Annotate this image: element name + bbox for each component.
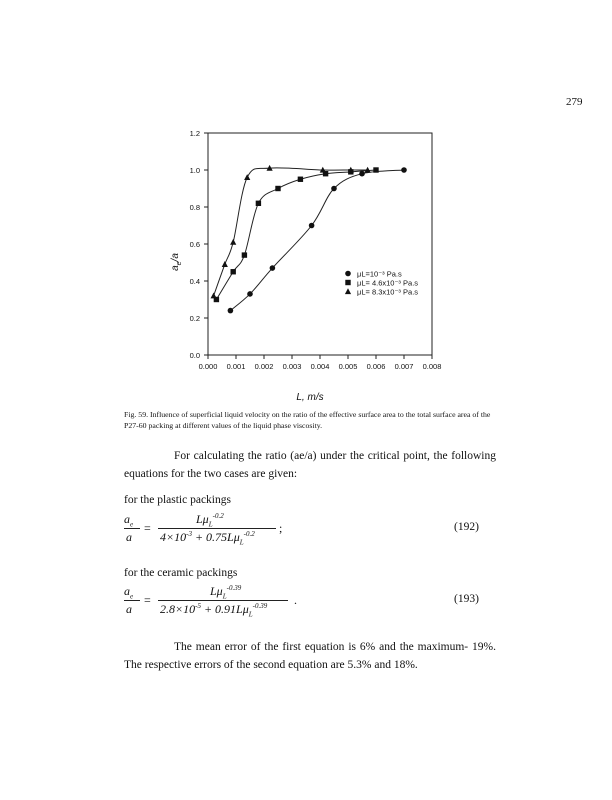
plot-frame bbox=[208, 133, 432, 355]
data-point-s1 bbox=[331, 186, 337, 192]
ceramic-packings-label: for the ceramic packings bbox=[124, 567, 238, 579]
axis-ticks bbox=[190, 129, 442, 371]
plot-border bbox=[208, 133, 432, 355]
x-tick-label: 0.003 bbox=[282, 362, 302, 371]
page-number: 279 bbox=[566, 96, 583, 108]
data-point-s1 bbox=[309, 223, 315, 229]
x-tick-label: 0.000 bbox=[198, 362, 218, 371]
y-tick-label: 1.0 bbox=[189, 166, 200, 175]
data-point-s1 bbox=[401, 167, 407, 173]
data-point-s3 bbox=[244, 174, 250, 180]
x-tick-label: 0.004 bbox=[310, 362, 330, 371]
y-tick-label: 0.8 bbox=[189, 203, 200, 212]
legend-marker-1 bbox=[345, 271, 351, 277]
data-point-s2 bbox=[231, 269, 236, 274]
data-point-s2 bbox=[373, 167, 378, 172]
x-tick-label: 0.008 bbox=[422, 362, 442, 371]
data-point-s1 bbox=[247, 291, 253, 297]
equation-193-number: (193) bbox=[454, 593, 479, 605]
y-axis-label-a: a bbox=[170, 265, 181, 271]
data-point-s2 bbox=[275, 186, 280, 191]
data-point-s1 bbox=[228, 308, 234, 314]
y-tick-label: 0.0 bbox=[189, 351, 200, 360]
data-point-s3 bbox=[222, 261, 228, 267]
legend-label-3: μL= 8.3x10⁻³ Pa.s bbox=[357, 287, 419, 297]
data-point-s1 bbox=[270, 265, 276, 271]
figure-caption: Fig. 59. Influence of superficial liquid velocity on the ratio of the effective surface area to the total surface area of the P27-60 packing at different values of the liquid phase viscosity. bbox=[124, 410, 491, 430]
data-point-s3 bbox=[230, 239, 236, 245]
legend-label-1: μL=10⁻³ Pa.s bbox=[357, 269, 402, 279]
closing-paragraph: The mean error of the first equation is 6% and the maximum- 19%. The respective errors of the second equation are 5.3% and 18%. bbox=[124, 641, 496, 671]
x-axis-label: L, m/s bbox=[296, 392, 324, 403]
data-point-s2 bbox=[256, 201, 261, 206]
fit-curve-3 bbox=[214, 168, 368, 296]
intro-text: For calculating the ratio (ae/a) under the critical point, the following equations for the two cases are given: bbox=[124, 450, 496, 480]
y-axis-label bbox=[170, 253, 183, 271]
intro-paragraph bbox=[124, 447, 496, 483]
x-tick-label: 0.006 bbox=[366, 362, 386, 371]
data-point-s2 bbox=[298, 177, 303, 182]
y-axis-label-rest: /a bbox=[170, 253, 181, 262]
legend bbox=[345, 270, 418, 297]
x-tick-label: 0.001 bbox=[226, 362, 246, 371]
equation-192-number: (192) bbox=[454, 521, 479, 533]
plastic-packings-label: for the plastic packings bbox=[124, 494, 231, 506]
data-point-s3 bbox=[211, 293, 217, 299]
y-tick-label: 0.6 bbox=[189, 240, 200, 249]
legend-label-2: μL= 4.6x10⁻³ Pa.s bbox=[357, 278, 419, 288]
fit-curve-2 bbox=[216, 170, 376, 300]
y-tick-label: 1.2 bbox=[189, 129, 200, 138]
x-tick-label: 0.002 bbox=[254, 362, 274, 371]
legend-marker-3 bbox=[345, 288, 351, 294]
x-tick-label: 0.007 bbox=[394, 362, 414, 371]
legend-marker-2 bbox=[345, 280, 350, 285]
y-axis-label-sub: e bbox=[176, 261, 183, 266]
data-point-s1 bbox=[359, 171, 365, 177]
data-point-s2 bbox=[242, 252, 247, 257]
y-tick-label: 0.2 bbox=[189, 314, 200, 323]
y-tick-label: 0.4 bbox=[189, 277, 200, 286]
x-tick-label: 0.005 bbox=[338, 362, 358, 371]
